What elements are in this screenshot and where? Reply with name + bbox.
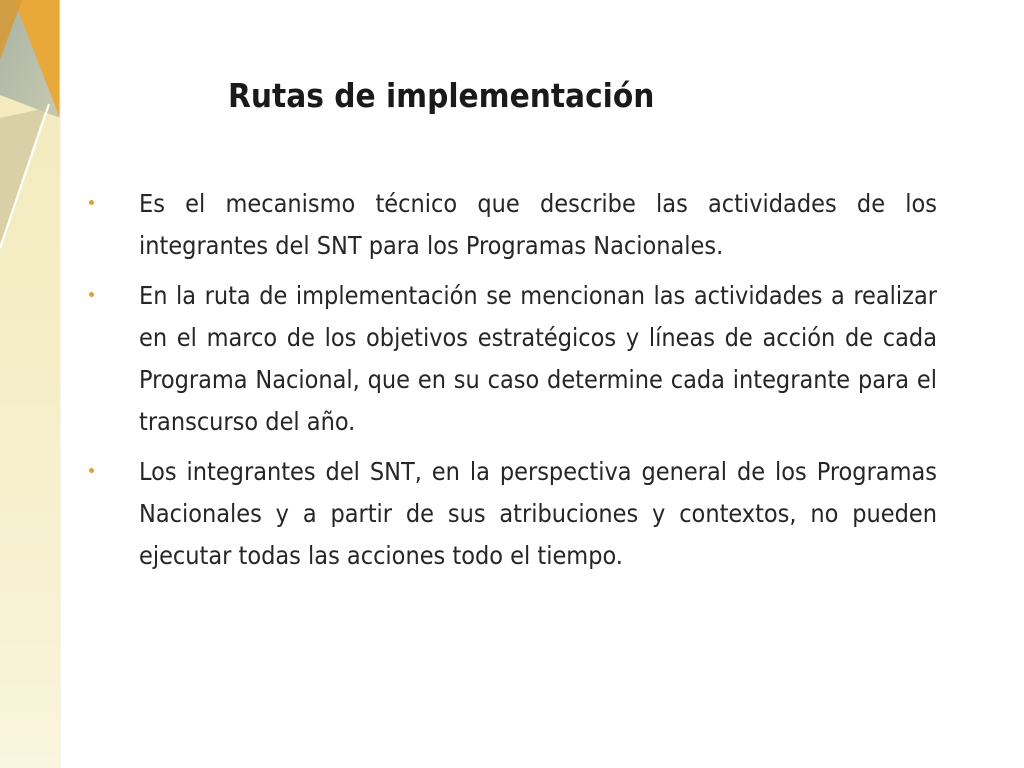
bullet-dot-icon — [89, 468, 94, 473]
bullet-list — [92, 183, 937, 585]
bullet-item — [92, 275, 937, 443]
bullet-text: Es el mecanismo técnico que describe las actividades de los integrantes del SNT para los Programas Nacionales. — [139, 189, 937, 260]
bullet-item — [92, 183, 937, 267]
slide-title: Rutas de implementación — [228, 76, 655, 115]
bullet-text: En la ruta de implementación se mencionan las actividades a realizar en el marco de los objetivos estratégicos y líneas de acción de cada Programa Nacional, que en su caso determine cada integrante para el transcurso del año. — [139, 281, 937, 436]
bullet-dot-icon — [89, 200, 94, 205]
side-decoration — [0, 0, 62, 768]
bullet-text: Los integrantes del SNT, en la perspectiva general de los Programas Nacionales y a partir de sus atribuciones y contextos, no pueden ejecutar todas las acciones todo el tiempo. — [139, 457, 937, 570]
bullet-item — [92, 451, 937, 577]
bullet-dot-icon — [89, 292, 94, 297]
